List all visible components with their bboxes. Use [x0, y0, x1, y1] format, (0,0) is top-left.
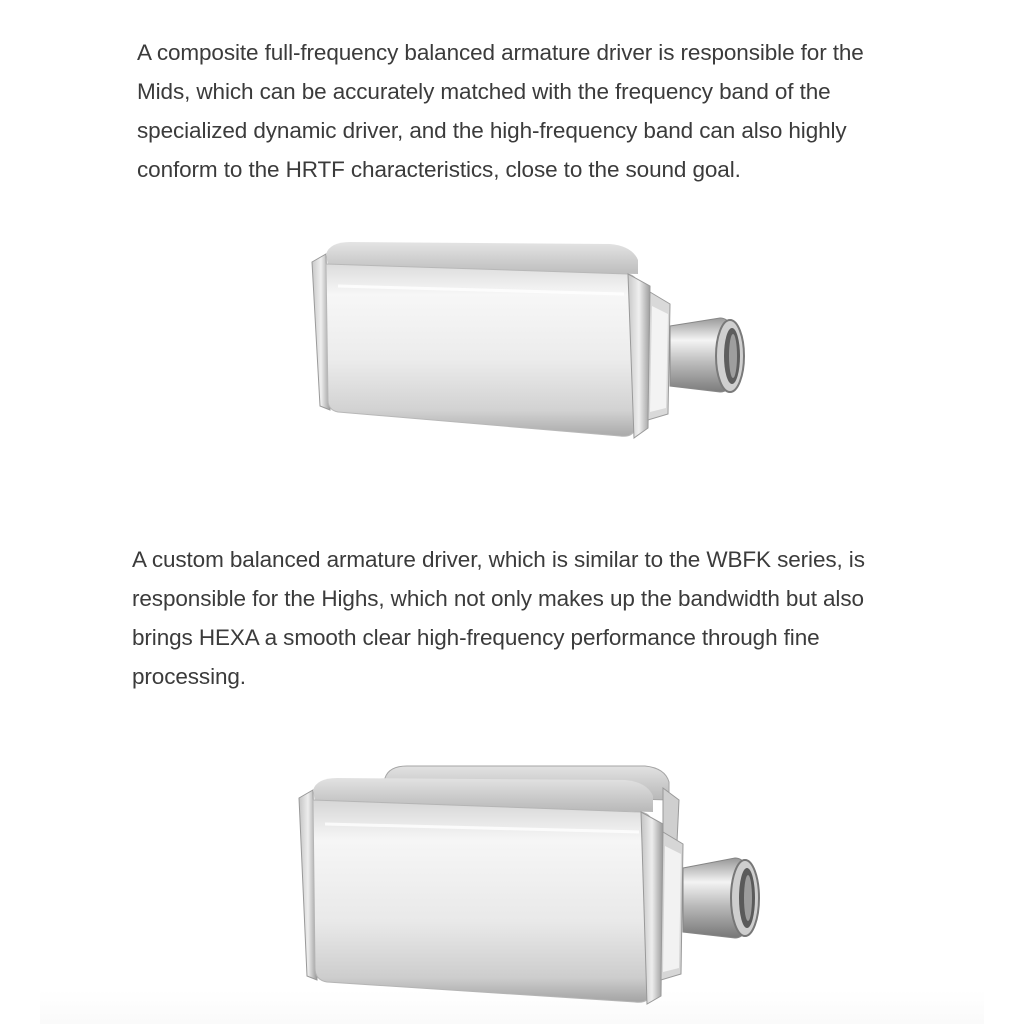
text-line: Mids, which can be accurately matched with the frequency band of the: [137, 79, 831, 104]
dual-balanced-armature-driver-image: [285, 752, 775, 1014]
highs-driver-description: [132, 540, 865, 696]
text-line: A composite full-frequency balanced armature driver is responsible for the: [137, 40, 864, 65]
text-line: A custom balanced armature driver, which is similar to the WBFK series, is: [132, 547, 865, 572]
text-line: processing.: [132, 664, 246, 689]
text-line: specialized dynamic driver, and the high-frequency band can also highly: [137, 118, 847, 143]
mids-driver-description: [137, 33, 864, 189]
text-line: brings HEXA a smooth clear high-frequency performance through fine: [132, 625, 820, 650]
balanced-armature-driver-image: [290, 230, 760, 460]
text-line: conform to the HRTF characteristics, close to the sound goal.: [137, 157, 741, 182]
text-line: responsible for the Highs, which not only makes up the bandwidth but also: [132, 586, 864, 611]
